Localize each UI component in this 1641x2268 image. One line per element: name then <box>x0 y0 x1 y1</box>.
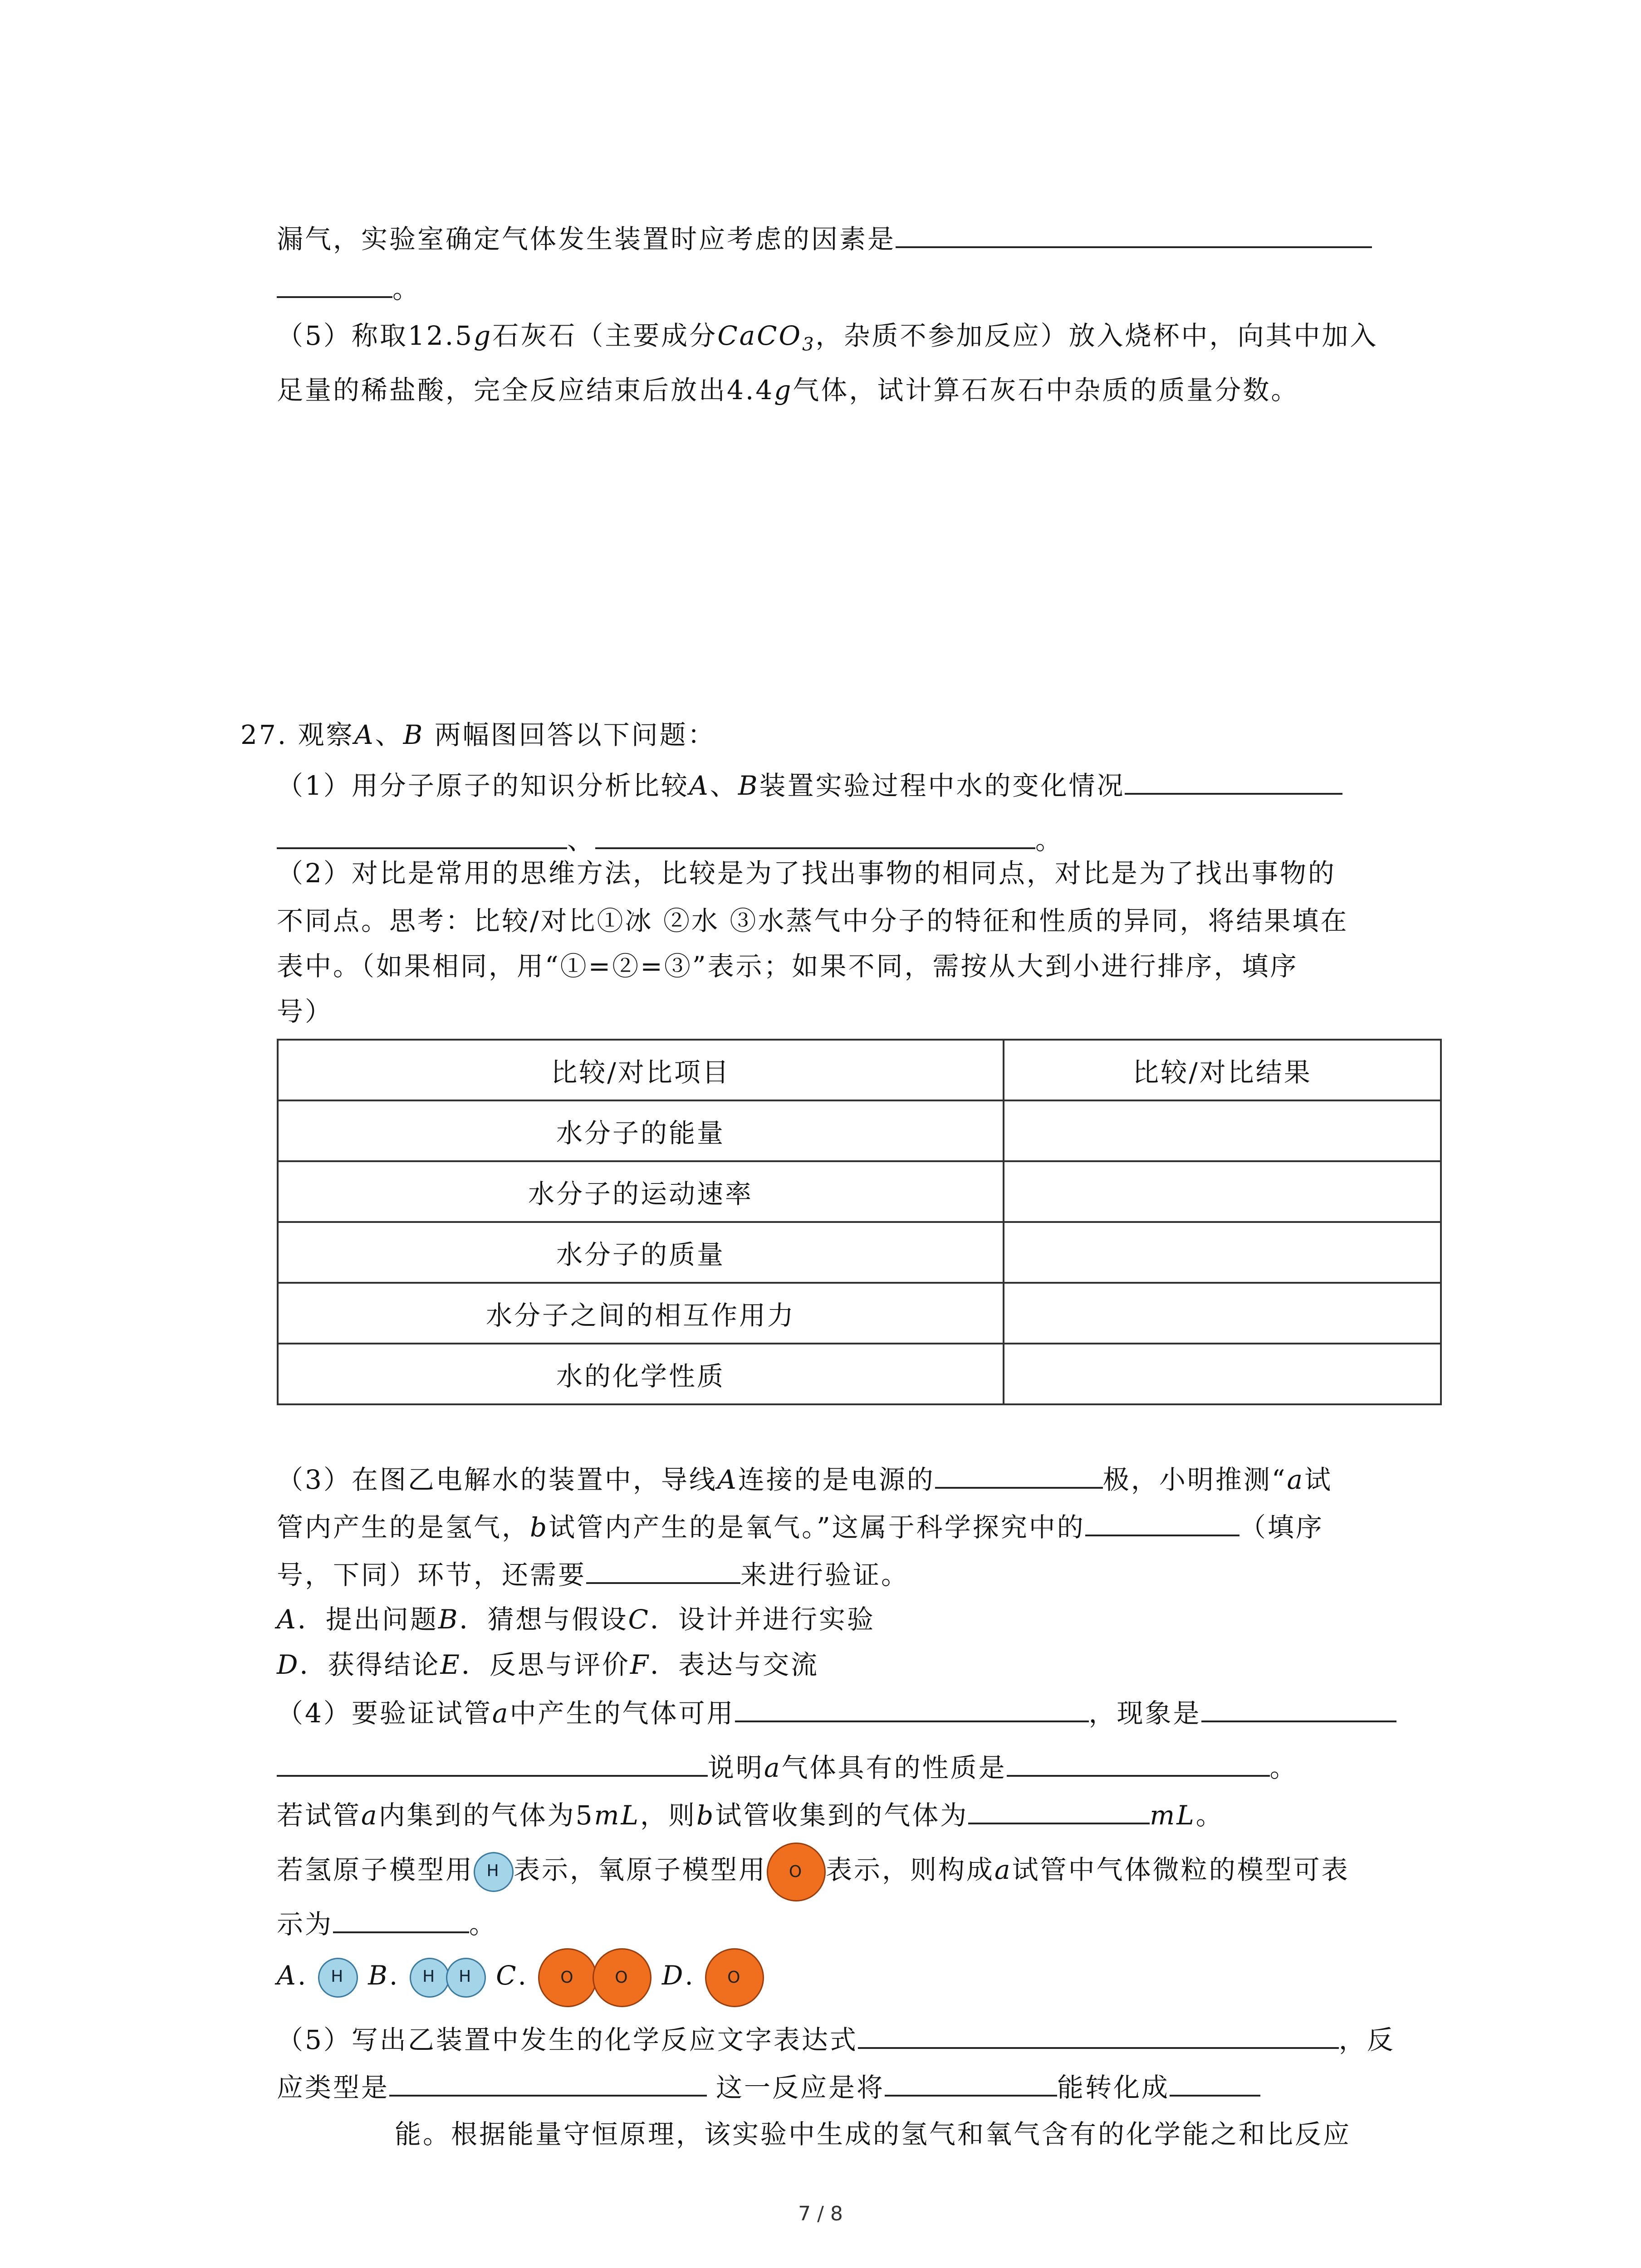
table-row <box>278 1283 1441 1344</box>
table-header-cell: 比较/对比项目 <box>278 1040 1004 1100</box>
q27-2-line1: （2）对比是常用的思维方法，比较是为了找出事物的相同点，对比是为了找出事物的 <box>277 858 1336 889</box>
q26-5-line2: 足量的稀盐酸，完全反应结束后放出4.4g气体，试计算石灰石中杂质的质量分数。 <box>277 375 1299 406</box>
q27-4-line5: 示为 。 <box>277 1905 497 1942</box>
table-cell-answer[interactable] <box>1004 1161 1441 1222</box>
answer-blank[interactable] <box>1170 2068 1260 2097</box>
oxygen-atom-icon: O <box>767 1843 826 1901</box>
q27-4-line1: （4）要验证试管a中产生的气体可用 ，现象是 <box>277 1694 1396 1731</box>
q27-2-line2: 不同点。思考：比较/对比①冰 ②水 ③水蒸气中分子的特征和性质的异同，将结果填在 <box>277 905 1349 936</box>
q27-2-line3: 表中。（如果相同，用“①=②=③”表示；如果不同，需按从大到小进行排序，填序 <box>277 951 1298 982</box>
table-header-row <box>278 1040 1441 1100</box>
q27-3-line2: 管内产生的是氢气，b试管内产生的是氧气。”这属于科学探究中的 （填序 <box>277 1508 1324 1545</box>
answer-blank[interactable] <box>1085 1508 1239 1536</box>
answer-blank[interactable] <box>277 1749 708 1777</box>
table-row <box>278 1100 1441 1161</box>
answer-blank[interactable] <box>858 2021 1339 2049</box>
q27-4-line2: 说明a气体具有的性质是 。 <box>277 1749 1298 1786</box>
answer-blank[interactable] <box>1125 767 1342 795</box>
hydrogen-atom-icon: H <box>410 1958 450 1998</box>
hydrogen-atom-icon: H <box>474 1852 514 1892</box>
table-row <box>278 1222 1441 1283</box>
q27-3-line3: 号，下同）环节，还需要 来进行验证。 <box>277 1556 909 1593</box>
hydrogen-atom-icon: H <box>446 1958 486 1998</box>
answer-blank[interactable] <box>1201 1694 1396 1722</box>
answer-blank[interactable] <box>586 1556 740 1584</box>
table-cell-item: 水的化学性质 <box>278 1344 1004 1404</box>
table-cell-item: 水分子之间的相互作用力 <box>278 1283 1004 1344</box>
answer-blank[interactable] <box>333 1905 469 1933</box>
comparison-table <box>277 1039 1442 1405</box>
answer-blank[interactable] <box>277 821 567 849</box>
q27-3-options-line2: D．获得结论E．反思与评价F．表达与交流 <box>277 1649 819 1680</box>
table-cell-answer[interactable] <box>1004 1283 1441 1344</box>
q27-1-line1: （1）用分子原子的知识分析比较A、B装置实验过程中水的变化情况 <box>277 767 1342 804</box>
oxygen-atom-icon: O <box>538 1948 597 2007</box>
q27-3-options-line1: A．提出问题B．猜想与假设C．设计并进行实验 <box>277 1604 875 1635</box>
page-number: 7 / 8 <box>798 2202 843 2225</box>
table-cell-item: 水分子的质量 <box>278 1222 1004 1283</box>
table-cell-answer[interactable] <box>1004 1344 1441 1404</box>
answer-blank[interactable] <box>885 2068 1057 2097</box>
answer-blank[interactable] <box>968 1796 1150 1824</box>
q27-title: 27. 观察A、B 两幅图回答以下问题： <box>240 719 716 750</box>
table-row <box>278 1344 1441 1404</box>
q27-4-model-choices: A. H B. H H C. O O D. O <box>277 1944 764 2007</box>
q27-5-line3: 能。根据能量守恒原理，该实验中生成的氢气和氧气含有的化学能之和比反应 <box>395 2119 1352 2150</box>
q27-4-line4: 若氢原子模型用 H 表示，氧原子模型用 O 表示，则构成a试管中气体微粒的模型可表 <box>277 1842 1350 1901</box>
hydrogen-atom-icon: H <box>318 1958 358 1998</box>
q27-3-line1: （3）在图乙电解水的装置中，导线A连接的是电源的 极，小明推测“a试 <box>277 1461 1332 1498</box>
answer-blank[interactable] <box>277 270 392 298</box>
answer-blank[interactable] <box>1007 1749 1270 1777</box>
table-cell-answer[interactable] <box>1004 1222 1441 1283</box>
q27-5-line2: 应类型是 这一反应是将 能转化成 <box>277 2068 1260 2106</box>
q27-2-line4: 号） <box>277 996 333 1027</box>
q27-1-line2: 、 。 <box>277 821 1063 858</box>
q27-4-line3: 若试管a内集到的气体为5mL，则b试管收集到的气体为 mL。 <box>277 1796 1224 1833</box>
table-row <box>278 1161 1441 1222</box>
q26-5-line1: （5）称取12.5g石灰石（主要成分CaCO$_3$，杂质不参加反应）放入烧杯中，向其中加入 <box>277 320 1378 355</box>
answer-blank[interactable] <box>935 1461 1103 1489</box>
answer-blank[interactable] <box>595 821 1035 849</box>
oxygen-atom-icon: O <box>593 1948 652 2007</box>
oxygen-atom-icon: O <box>705 1948 764 2007</box>
q26-4-line2: 。 <box>277 270 421 307</box>
answer-blank[interactable] <box>896 220 1372 248</box>
table-cell-item: 水分子的运动速率 <box>278 1161 1004 1222</box>
q27-5-line1: （5）写出乙装置中发生的化学反应文字表达式 ，反 <box>277 2021 1395 2058</box>
table-cell-answer[interactable] <box>1004 1100 1441 1161</box>
table-header-cell: 比较/对比结果 <box>1004 1040 1441 1100</box>
q26-4-line1: 漏气，实验室确定气体发生装置时应考虑的因素是 <box>277 220 1372 257</box>
table-cell-item: 水分子的能量 <box>278 1100 1004 1161</box>
answer-blank[interactable] <box>389 2068 707 2097</box>
answer-blank[interactable] <box>735 1694 1089 1722</box>
